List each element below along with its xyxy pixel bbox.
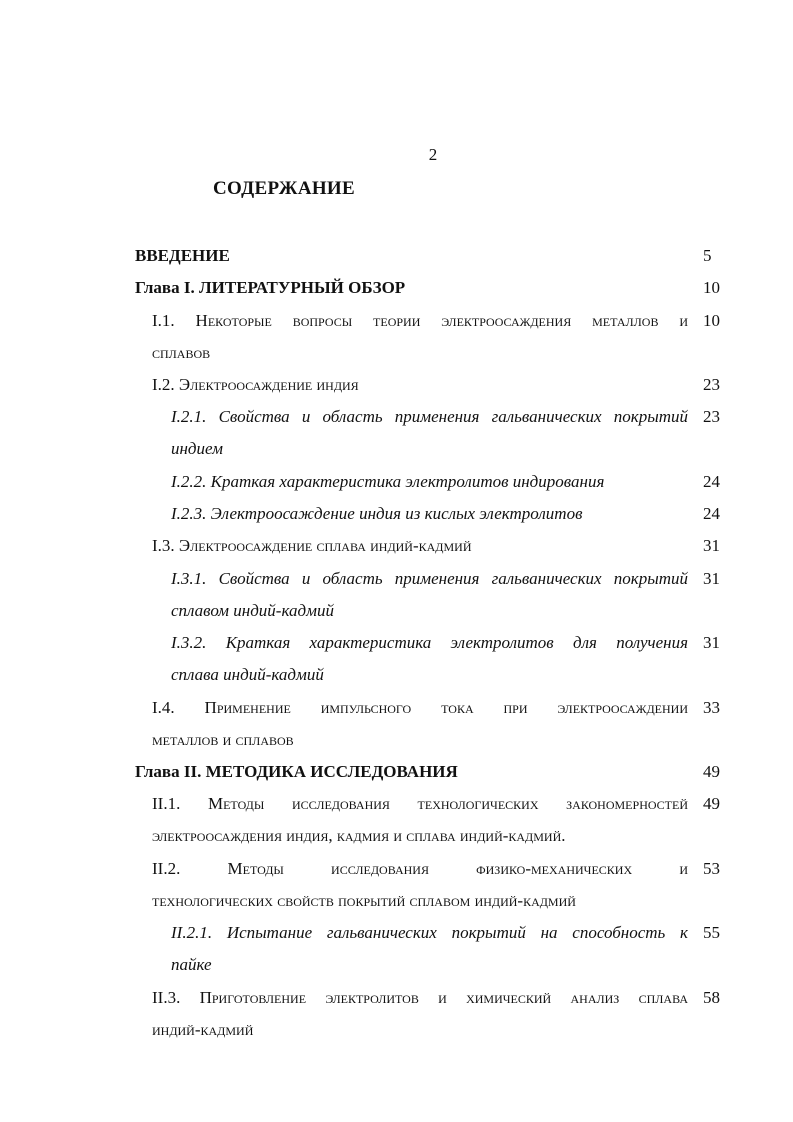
toc-entry-1-2-3[interactable]: I.2.3. Электроосаждение индия из кислых электролитов <box>171 504 583 523</box>
toc-entry-1-3[interactable]: I.3. Электроосаждение сплава индий-кадмий <box>152 536 472 555</box>
toc-entry-continuation: металлов и сплавов <box>152 730 294 749</box>
page-title: СОДЕРЖАНИЕ <box>213 178 355 199</box>
toc-entry-1-2-2[interactable]: I.2.2. Краткая характеристика электролитов индирования <box>171 472 605 491</box>
toc-entry-label: ВВЕДЕНИЕ <box>135 246 230 265</box>
toc-page-number: 53 <box>703 859 720 878</box>
toc-entry-1-2-1[interactable]: I.2.1. Свойства и область применения гальванических покрытий <box>171 407 688 426</box>
toc-entry-continuation: сплавов <box>152 343 211 362</box>
toc-page-number: 49 <box>703 762 720 781</box>
toc-entry-1-3-2[interactable]: I.3.2. Краткая характеристика электролитов для получения <box>171 633 688 652</box>
toc-page-number: 33 <box>703 698 720 717</box>
toc-entry-continuation: пайке <box>171 955 212 974</box>
toc-entry-continuation: электроосаждения индия, кадмия и сплава индий-кадмий. <box>152 826 566 845</box>
toc-entry-label: Глава I. ЛИТЕРАТУРНЫЙ ОБЗОР <box>135 278 406 297</box>
toc-page-number: 55 <box>703 923 720 942</box>
toc-page-number: 23 <box>703 375 720 394</box>
toc-entry-continuation: технологических свойств покрытий сплавом индий-кадмий <box>152 891 576 910</box>
toc-entry-continuation: сплава индий-кадмий <box>171 665 324 684</box>
toc-entry-1-4[interactable]: I.4. Применение импульсного тока при электроосаждении <box>152 698 688 717</box>
toc-page-number: 10 <box>703 278 720 297</box>
toc-entry-1-2[interactable]: I.2. Электроосаждение индия <box>152 375 359 394</box>
toc-entry-1-1[interactable]: I.1. Некоторые вопросы теории электроосаждения металлов и <box>152 311 688 330</box>
toc-entry-1-3-1[interactable]: I.3.1. Свойства и область применения гальванических покрытий <box>171 569 688 588</box>
toc-entry-continuation: индием <box>171 439 224 458</box>
page-number: 2 <box>428 145 438 164</box>
toc-page-number: 58 <box>703 988 720 1007</box>
toc-page-number: 10 <box>703 311 720 330</box>
toc-entry-2-2-1[interactable]: II.2.1. Испытание гальванических покрытий на способность к <box>171 923 688 942</box>
toc-page-number: 23 <box>703 407 720 426</box>
toc-entry-2-2[interactable]: II.2. Методы исследования физико-механических и <box>152 859 688 878</box>
toc-page-number: 49 <box>703 794 720 813</box>
toc-page-number: 31 <box>703 536 720 555</box>
toc-page-number: 24 <box>703 504 720 523</box>
toc-entry-continuation: сплавом индий-кадмий <box>171 601 334 620</box>
toc-page-number: 31 <box>703 569 720 588</box>
toc-entry-2-3[interactable]: II.3. Приготовление электролитов и химический анализ сплава <box>152 988 688 1007</box>
toc-page-number: 31 <box>703 633 720 652</box>
toc-entry-chapter-2[interactable]: Глава II. МЕТОДИКА ИССЛЕДОВАНИЯ <box>135 762 458 781</box>
toc-page-number: 24 <box>703 472 720 491</box>
toc-page-number: 5 <box>703 246 712 265</box>
toc-entry-2-1[interactable]: II.1. Методы исследования технологических закономерностей <box>152 794 688 813</box>
toc-entry-continuation: индий-кадмий <box>152 1020 254 1039</box>
